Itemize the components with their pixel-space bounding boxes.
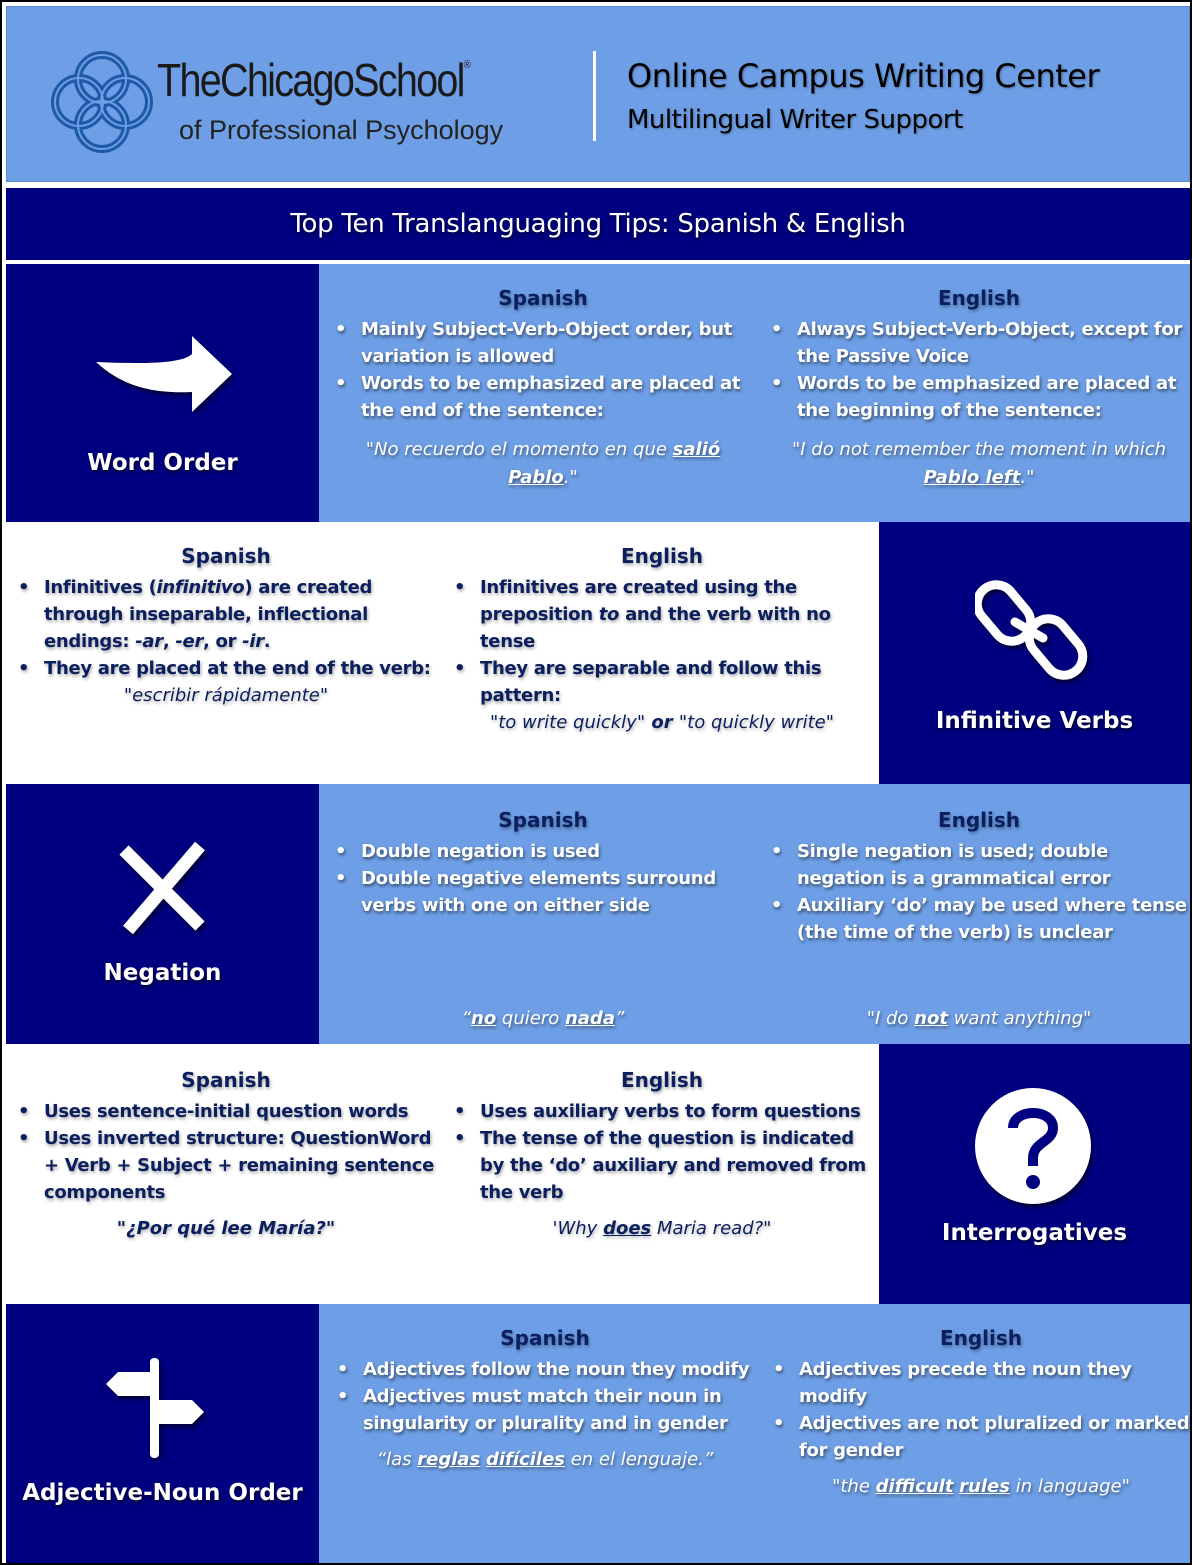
example-sentence: “no quiero nada” <box>461 1008 625 1029</box>
chain-link-icon <box>975 572 1095 687</box>
section-label: Negation <box>103 960 222 986</box>
bullet-list <box>335 1356 755 1437</box>
x-cross-icon <box>116 840 208 936</box>
spanish-column <box>333 808 753 1044</box>
brand-name: TheChicagoSchool® <box>157 54 471 106</box>
content-infinitive-verbs <box>6 522 879 784</box>
bullet-item: • Always Subject-Verb-Object, except for the Passive Voice <box>769 316 1189 370</box>
bullet-list <box>452 574 872 709</box>
english-column <box>769 286 1189 492</box>
column-heading: Spanish <box>181 1068 271 1092</box>
example-sentence: "I do not want anything" <box>866 1008 1092 1029</box>
bullet-item: • Double negation is used <box>333 838 753 865</box>
bullet-list <box>333 838 753 919</box>
tile-adjective-noun-order <box>6 1304 319 1563</box>
header <box>6 6 1190 182</box>
header-divider <box>593 51 596 141</box>
tile-interrogatives <box>879 1044 1190 1304</box>
brand-subtitle: of Professional Psychology <box>179 115 504 145</box>
tile-negation <box>6 784 319 1044</box>
section-infinitive-verbs <box>6 522 1190 784</box>
column-heading: Spanish <box>498 808 588 832</box>
center-title: Online Campus Writing Center <box>627 57 1100 95</box>
content-adjective-noun-order <box>319 1304 1190 1563</box>
bullet-item: • They are placed at the end of the verb: <box>16 655 436 682</box>
bullet-list <box>16 1098 436 1206</box>
content-negation <box>319 784 1190 1044</box>
section-interrogatives <box>6 1044 1190 1304</box>
content-interrogatives <box>6 1044 879 1304</box>
example-sentence: "I do not remember the moment in which Pablo left." <box>791 439 1167 488</box>
spanish-column <box>16 1068 436 1239</box>
example-sentence: “las reglas difíciles en el lenguaje.” <box>376 1449 714 1470</box>
bullet-item: • Uses auxiliary verbs to form questions <box>452 1098 872 1125</box>
signpost-icon <box>104 1356 209 1461</box>
column-heading: English <box>620 544 704 568</box>
bullet-item: • Mainly Subject-Verb-Object order, but variation is allowed <box>333 316 753 370</box>
bullet-list <box>771 1356 1191 1464</box>
bullet-list <box>769 838 1189 946</box>
section-adjective-noun-order <box>6 1304 1190 1563</box>
spanish-column <box>335 1326 755 1470</box>
bullet-list <box>333 316 753 424</box>
bullet-item: • Adjectives precede the noun they modify <box>771 1356 1191 1410</box>
bullet-item: • Infinitives are created using the preposition to and the verb with no tense <box>452 574 872 655</box>
bullet-list <box>452 1098 872 1206</box>
bullet-list <box>769 316 1189 424</box>
bullet-item: • Words to be emphasized are placed at the beginning of the sentence: <box>769 370 1189 424</box>
english-column <box>771 1326 1191 1497</box>
curved-arrow-icon <box>92 334 237 414</box>
bullet-item: • Words to be emphasized are placed at the end of the sentence: <box>333 370 753 424</box>
bullet-item: • Single negation is used; double negation is a grammatical error <box>769 838 1189 892</box>
example-sentence: "¿Por qué lee María?" <box>116 1218 336 1239</box>
bullet-item: • Double negative elements surround verbs with one on either side <box>333 865 753 919</box>
column-heading: English <box>937 286 1021 310</box>
page-title: Top Ten Translanguaging Tips: Spanish & English <box>290 209 906 239</box>
column-heading: English <box>937 808 1021 832</box>
column-heading: Spanish <box>500 1326 590 1350</box>
bullet-item: • Uses inverted structure: QuestionWord + Verb + Subject + remaining sentence components <box>16 1125 436 1206</box>
section-label: Interrogatives <box>941 1220 1128 1246</box>
example-sentence: "escribir rápidamente" <box>123 685 329 706</box>
example-sentence: 'Why does Maria read?" <box>552 1218 772 1239</box>
bullet-item: • Adjectives must match their noun in singularity or plurality and in gender <box>335 1383 755 1437</box>
column-heading: English <box>620 1068 704 1092</box>
example-sentence: "the difficult rules in language" <box>832 1476 1130 1497</box>
bullet-item: • The tense of the question is indicated by the ‘do’ auxiliary and removed from the verb <box>452 1125 872 1206</box>
bullet-item: • Adjectives are not pluralized or marked for gender <box>771 1410 1191 1464</box>
example-sentence: "No recuerdo el momento en que salió Pablo." <box>365 439 721 488</box>
section-label: Adjective-Noun Order <box>22 1480 303 1506</box>
content-word-order <box>319 264 1190 522</box>
example-sentence: "to write quickly" or "to quickly write" <box>489 712 835 733</box>
column-heading: Spanish <box>181 544 271 568</box>
bullet-item: • They are separable and follow this pattern: <box>452 655 872 709</box>
section-negation <box>6 784 1190 1044</box>
question-mark-icon <box>973 1086 1097 1210</box>
english-column <box>452 544 872 737</box>
spanish-column <box>16 544 436 710</box>
bullet-item: • Infinitives (infinitivo) are created through inseparable, inflectional endings: -ar, -er, or -ir. <box>16 574 436 655</box>
bullet-item: • Adjectives follow the noun they modify <box>335 1356 755 1383</box>
title-bar <box>6 188 1190 260</box>
section-label: Word Order <box>87 450 238 476</box>
column-heading: Spanish <box>498 286 588 310</box>
center-subtitle: Multilingual Writer Support <box>627 105 963 135</box>
bullet-item: • Auxiliary ‘do’ may be used where tense (the time of the verb) is unclear <box>769 892 1189 946</box>
tile-word-order <box>6 264 319 522</box>
registered-mark: ® <box>463 59 471 71</box>
column-heading: English <box>939 1326 1023 1350</box>
bullet-list <box>16 574 436 682</box>
spanish-column <box>333 286 753 492</box>
section-word-order <box>6 264 1190 522</box>
bullet-item: • Uses sentence-initial question words <box>16 1098 436 1125</box>
english-column <box>769 808 1189 1044</box>
section-label: Infinitive Verbs <box>935 708 1134 734</box>
chicago-school-knot-logo-icon <box>47 47 157 157</box>
english-column <box>452 1068 872 1239</box>
tile-infinitive-verbs <box>879 522 1190 784</box>
